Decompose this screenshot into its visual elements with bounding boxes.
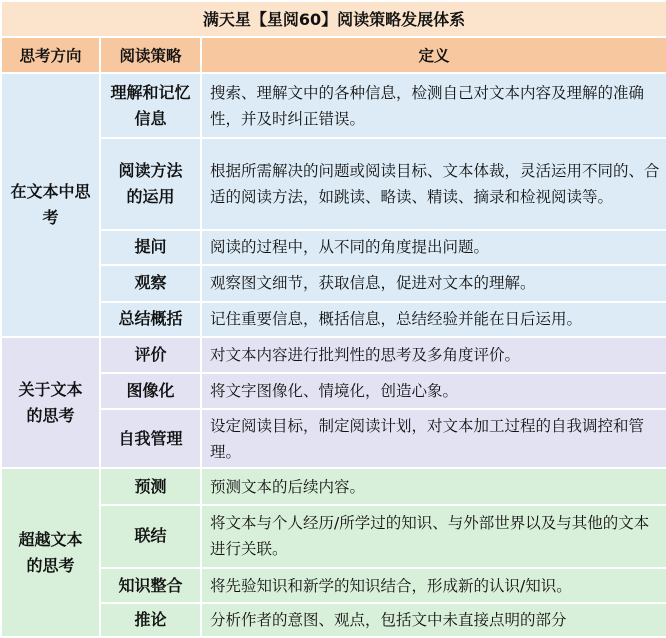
table-row: [1, 138, 666, 229]
header-row: [1, 37, 666, 74]
definition-cell: 将文字图像化、情境化，创造心象。: [201, 373, 666, 410]
table-row: [1, 505, 666, 568]
definition-cell: 将先验知识和新学的知识结合，形成新的认识/知识。: [201, 568, 666, 604]
definition-cell: 分析作者的意图、观点，包括文中未直接点明的部分: [201, 603, 666, 637]
header-strategy: 阅读策略: [100, 37, 201, 74]
strategy-cell: 图像化: [100, 373, 201, 410]
strategy-cell: 知识整合: [100, 568, 201, 604]
table-row: [1, 337, 666, 373]
direction-cell: 超越文本的思考: [1, 468, 100, 637]
table-row: [1, 73, 666, 138]
definition-cell: 设定阅读目标，制定阅读计划，对文本加工过程的自我调控和管理。: [201, 409, 666, 468]
direction-cell: 在文本中思考: [1, 73, 100, 337]
strategy-cell: 评价: [100, 337, 201, 373]
strategy-cell: 提问: [100, 230, 201, 266]
definition-cell: 将文本与个人经历/所学过的知识、与外部世界以及与其他的文本进行关联。: [201, 505, 666, 568]
table-row: [1, 230, 666, 266]
strategy-cell: 阅读方法的运用: [100, 138, 201, 229]
table-row: [1, 265, 666, 302]
definition-cell: 观察图文细节，获取信息，促进对文本的理解。: [201, 265, 666, 302]
header-definition: 定义: [201, 37, 666, 74]
definition-cell: 根据所需解决的问题或阅读目标、文本体裁，灵活运用不同的、合适的阅读方法，如跳读、略读、精读、摘录和检视阅读等。: [201, 138, 666, 229]
title-row: [1, 1, 666, 37]
strategy-cell: 理解和记忆信息: [100, 73, 201, 138]
table-row: [1, 373, 666, 410]
table-row: [1, 603, 666, 637]
definition-cell: 记住重要信息，概括信息，总结经验并能在日后运用。: [201, 302, 666, 338]
definition-cell: 预测文本的后续内容。: [201, 468, 666, 505]
header-direction: 思考方向: [1, 37, 100, 74]
direction-cell: 关于文本的思考: [1, 337, 100, 468]
strategy-cell: 预测: [100, 468, 201, 505]
strategy-cell: 观察: [100, 265, 201, 302]
table-row: [1, 568, 666, 604]
table-title: 满天星【星阅60】阅读策略发展体系: [1, 1, 666, 37]
table-row: [1, 409, 666, 468]
table-row: [1, 468, 666, 505]
definition-cell: 阅读的过程中，从不同的角度提出问题。: [201, 230, 666, 266]
strategy-cell: 联结: [100, 505, 201, 568]
strategy-cell: 总结概括: [100, 302, 201, 338]
strategy-cell: 自我管理: [100, 409, 201, 468]
definition-cell: 对文本内容进行批判性的思考及多角度评价。: [201, 337, 666, 373]
table-row: [1, 302, 666, 338]
strategy-cell: 推论: [100, 603, 201, 637]
definition-cell: 搜索、理解文中的各种信息，检测自己对文本内容及理解的准确性，并及时纠正错误。: [201, 73, 666, 138]
